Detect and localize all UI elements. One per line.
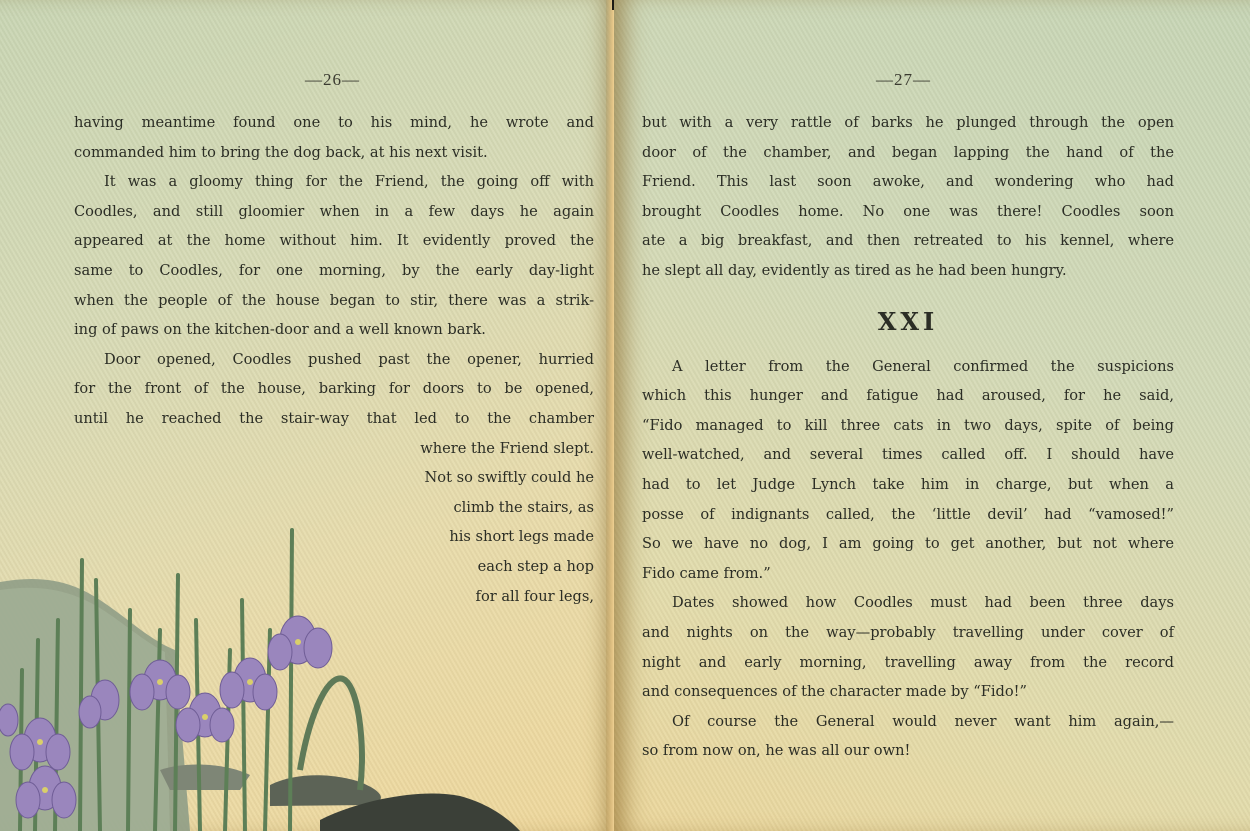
text-line: climb the stairs, as [453, 498, 594, 516]
text-line: commanded him to bring the dog back, at his next visit. [74, 143, 488, 161]
text-line: A letter from the General confirmed the suspicions [672, 357, 1174, 375]
text-line: until he reached the stair-way that led to the chamber [74, 409, 594, 427]
left-page [0, 0, 614, 831]
text-line: brought Coodles home. No one was there! Coodles soon [642, 202, 1174, 220]
text-line: and nights on the way—probably travelling under cover of [642, 623, 1174, 641]
chapter-heading: XXI [877, 306, 939, 336]
text-line: when the people of the house began to stir, there was a strik- [74, 291, 594, 309]
text-line: same to Coodles, for one morning, by the early day-light [74, 261, 594, 279]
text-line: for all four legs, [475, 587, 594, 605]
text-line: night and early morning, travelling away from the record [642, 653, 1174, 671]
text-line: where the Friend slept. [420, 439, 594, 457]
iris-flowers-illustration [0, 520, 540, 831]
text-line: each step a hop [477, 557, 594, 575]
text-line: appeared at the home without him. It evidently proved the [74, 232, 594, 250]
text-line: Not so swiftly could he [424, 469, 594, 487]
text-line: having meantime found one to his mind, he wrote and [74, 114, 594, 131]
text-line: ing of paws on the kitchen-door and a well known bark. [74, 321, 486, 339]
text-line: well-watched, and several times called off. I should have [642, 446, 1174, 464]
text-line: Coodles, and still gloomier when in a few days he again [74, 202, 594, 220]
right-page [614, 0, 1250, 831]
page-number-left: —26— [305, 70, 360, 89]
text-line: Friend. This last soon awoke, and wondering who had [642, 173, 1174, 191]
text-line: and consequences of the character made by “Fido!” [642, 683, 1027, 701]
text-line: had to let Judge Lynch take him in charge, but when a [642, 475, 1174, 493]
text-line: Dates showed how Coodles must had been three days [672, 594, 1174, 612]
text-line: which this hunger and fatigue had aroused, for he said, [642, 387, 1174, 405]
text-line: It was a gloomy thing for the Friend, the going off with [104, 173, 594, 191]
text-line: So we have no dog, I am going to get another, but not where [642, 535, 1174, 553]
text-line: Door opened, Coodles pushed past the opener, hurried [104, 350, 594, 368]
text-line: so from now on, he was all our own! [642, 742, 911, 760]
text-line: for the front of the house, barking for doors to be opened, [74, 380, 594, 398]
text-line: “Fido managed to kill three cats in two days, spite of being [642, 416, 1174, 434]
text-line: Fido came from.” [642, 564, 771, 582]
text-line: door of the chamber, and began lapping the hand of the [642, 143, 1174, 161]
page-number-right: —27— [876, 70, 931, 89]
text-line: he slept all day, evidently as tired as he had been hungry. [642, 261, 1067, 279]
text-line: but with a very rattle of barks he plunged through the open [642, 114, 1174, 131]
text-line: his short legs made [449, 528, 594, 546]
text-line: Of course the General would never want him again,— [672, 712, 1174, 730]
right-page-text [642, 108, 1174, 766]
text-line: posse of indignants called, the ‘little devil’ had “vamosed!” [642, 505, 1174, 523]
text-line: ate a big breakfast, and then retreated to his kennel, where [642, 232, 1174, 250]
